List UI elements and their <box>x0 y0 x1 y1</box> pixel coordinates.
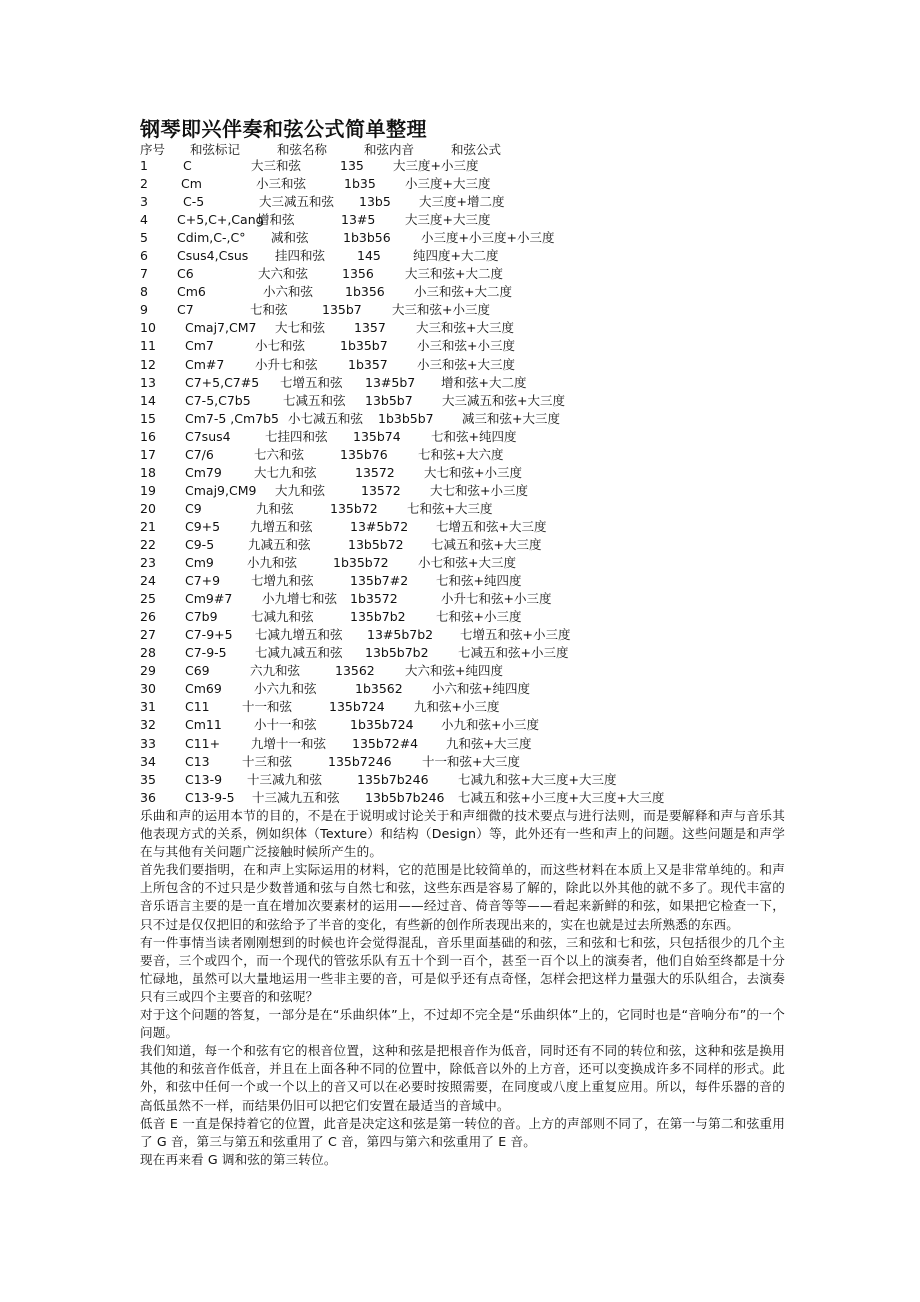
cell-formula: 九和弦+大三度 <box>446 735 532 751</box>
cell-symbol: C11 <box>185 699 210 715</box>
cell-name: 七减九和弦 <box>251 609 314 625</box>
cell-formula: 九和弦+小三度 <box>414 699 500 715</box>
table-row <box>0 518 920 536</box>
cell-symbol: Cm6 <box>177 284 206 300</box>
cell-name: 小升七和弦 <box>255 356 318 372</box>
cell-index: 8 <box>140 284 148 300</box>
cell-index: 36 <box>140 789 156 805</box>
cell-formula: 十一和弦+大三度 <box>422 753 520 769</box>
cell-index: 16 <box>140 428 156 444</box>
cell-symbol: C7-9-5 <box>185 645 227 661</box>
cell-symbol: C11+ <box>185 735 221 751</box>
cell-formula: 小三和弦+小三度 <box>417 338 515 354</box>
table-row <box>0 662 920 680</box>
cell-tones: 13572 <box>355 464 395 480</box>
cell-index: 23 <box>140 555 156 571</box>
cell-name: 十三减九和弦 <box>247 771 323 787</box>
table-row <box>0 626 920 644</box>
cell-formula: 小升七和弦+小三度 <box>441 591 552 607</box>
cell-name: 七和弦 <box>250 302 288 318</box>
cell-index: 25 <box>140 591 156 607</box>
cell-formula: 七和弦+纯四度 <box>431 428 517 444</box>
cell-symbol: C <box>183 158 192 173</box>
cell-symbol: Cm#7 <box>185 356 225 372</box>
cell-index: 10 <box>140 320 156 336</box>
cell-index: 18 <box>140 464 156 480</box>
table-row <box>0 319 920 337</box>
cell-name: 十三和弦 <box>242 753 293 769</box>
cell-tones: 13#5b7 <box>365 374 416 390</box>
table-row <box>0 211 920 229</box>
cell-formula: 小六和弦+纯四度 <box>432 681 530 697</box>
cell-symbol: C13-9 <box>185 771 223 787</box>
cell-formula: 减三和弦+大三度 <box>462 410 560 426</box>
cell-name: 小三和弦 <box>256 176 307 192</box>
cell-formula: 七减五和弦+大三度 <box>431 536 542 552</box>
cell-formula: 七和弦+小三度 <box>436 609 522 625</box>
table-row <box>0 500 920 518</box>
cell-formula: 七增五和弦+小三度 <box>460 627 571 643</box>
cell-index: 13 <box>140 374 156 390</box>
table-row <box>0 337 920 355</box>
cell-index: 15 <box>140 410 156 426</box>
cell-formula: 小七和弦+大三度 <box>418 555 516 571</box>
cell-index: 1 <box>140 158 148 173</box>
cell-name: 小六九和弦 <box>254 681 317 697</box>
cell-symbol: C6 <box>177 266 194 282</box>
cell-formula: 纯四度+大二度 <box>413 248 499 264</box>
table-row <box>0 229 920 247</box>
cell-name: 七减九增五和弦 <box>255 627 343 643</box>
cell-index: 14 <box>140 392 156 408</box>
cell-symbol: C-5 <box>183 194 205 210</box>
cell-index: 5 <box>140 230 148 246</box>
cell-index: 20 <box>140 500 156 516</box>
cell-symbol: C7sus4 <box>185 428 231 444</box>
cell-formula: 七减五和弦+小三度+大三度+大三度 <box>458 789 665 805</box>
cell-name: 九减五和弦 <box>248 536 311 552</box>
cell-tones: 135b7 <box>322 302 362 318</box>
cell-formula: 七减九和弦+大三度+大三度 <box>458 771 617 787</box>
cell-index: 11 <box>140 338 156 354</box>
cell-name: 七增五和弦 <box>280 374 343 390</box>
cell-tones: 1356 <box>342 266 374 282</box>
cell-name: 挂四和弦 <box>275 248 326 264</box>
cell-symbol: C7 <box>177 302 194 318</box>
header-tones: 和弦内音 <box>364 142 415 157</box>
cell-name: 小十一和弦 <box>254 717 317 733</box>
cell-name: 大九和弦 <box>275 482 326 498</box>
table-row <box>0 789 920 807</box>
cell-symbol: C9-5 <box>185 536 215 552</box>
table-row <box>0 572 920 590</box>
cell-symbol: Cm9#7 <box>185 591 233 607</box>
table-row <box>0 464 920 482</box>
cell-symbol: C7+5,C7#5 <box>185 374 260 390</box>
table-row <box>0 554 920 572</box>
cell-tones: 13#5b7b2 <box>367 627 434 643</box>
cell-name: 大七九和弦 <box>254 464 317 480</box>
cell-formula: 小三和弦+大三度 <box>417 356 515 372</box>
cell-name: 小九和弦 <box>247 555 298 571</box>
cell-formula: 小三度+小三度+小三度 <box>421 230 555 246</box>
body-text <box>140 807 785 1169</box>
cell-name: 九增十一和弦 <box>251 735 327 751</box>
cell-formula: 七和弦+大三度 <box>407 500 493 516</box>
cell-formula: 大六和弦+纯四度 <box>405 663 503 679</box>
cell-tones: 13b5b7b246 <box>365 789 445 805</box>
cell-symbol: Cm79 <box>185 464 222 480</box>
cell-name: 九增五和弦 <box>250 518 313 534</box>
cell-index: 7 <box>140 266 148 282</box>
cell-symbol: C7b9 <box>185 609 218 625</box>
cell-tones: 1b35 <box>344 176 376 192</box>
cell-name: 九和弦 <box>256 500 294 516</box>
cell-symbol: Cmaj7,CM7 <box>185 320 257 336</box>
table-row <box>0 157 920 175</box>
cell-tones: 1b357 <box>348 356 388 372</box>
cell-index: 28 <box>140 645 156 661</box>
cell-symbol: Cm69 <box>185 681 222 697</box>
cell-index: 19 <box>140 482 156 498</box>
cell-tones: 135b7246 <box>328 753 392 769</box>
table-row <box>0 356 920 374</box>
table-row <box>0 771 920 789</box>
cell-formula: 大三减五和弦+大三度 <box>442 392 565 408</box>
cell-symbol: Cm11 <box>185 717 222 733</box>
cell-symbol: C13-9-5 <box>185 789 235 805</box>
cell-tones: 13b5b72 <box>348 536 404 552</box>
cell-index: 30 <box>140 681 156 697</box>
cell-index: 35 <box>140 771 156 787</box>
cell-formula: 大七和弦+小三度 <box>430 482 528 498</box>
cell-index: 22 <box>140 536 156 552</box>
cell-index: 33 <box>140 735 156 751</box>
cell-tones: 135b72 <box>330 500 378 516</box>
cell-name: 小六和弦 <box>263 284 314 300</box>
cell-symbol: C13 <box>185 753 210 769</box>
header-name: 和弦名称 <box>277 142 328 157</box>
cell-tones: 135b72#4 <box>352 735 419 751</box>
cell-name: 七减五和弦 <box>283 392 346 408</box>
cell-tones: 13572 <box>361 482 401 498</box>
table-row <box>0 680 920 698</box>
cell-tones: 135b724 <box>329 699 385 715</box>
table-row <box>0 735 920 753</box>
table-row <box>0 536 920 554</box>
cell-formula: 小三度+大三度 <box>405 176 491 192</box>
cell-tones: 135b7#2 <box>350 573 409 589</box>
cell-tones: 1b3572 <box>350 591 398 607</box>
cell-formula: 大三度+大三度 <box>405 212 491 228</box>
cell-index: 9 <box>140 302 148 318</box>
cell-index: 27 <box>140 627 156 643</box>
cell-formula: 大三和弦+小三度 <box>392 302 490 318</box>
cell-name: 大七和弦 <box>275 320 326 336</box>
cell-name: 小九增七和弦 <box>262 591 338 607</box>
paragraph: 现在再来看 G 调和弦的第三转位。 <box>140 1151 337 1167</box>
cell-tones: 1b3b5b7 <box>378 410 434 426</box>
table-row <box>0 193 920 211</box>
cell-symbol: C69 <box>185 663 210 679</box>
cell-index: 24 <box>140 573 156 589</box>
cell-name: 十一和弦 <box>242 699 293 715</box>
cell-formula: 大七和弦+小三度 <box>424 464 522 480</box>
cell-name: 七减九减五和弦 <box>255 645 343 661</box>
cell-tones: 13562 <box>335 663 375 679</box>
table-row <box>0 608 920 626</box>
cell-symbol: Cm9 <box>185 555 214 571</box>
cell-name: 七六和弦 <box>254 446 305 462</box>
cell-tones: 1b356 <box>345 284 385 300</box>
cell-formula: 七减五和弦+小三度 <box>458 645 569 661</box>
cell-tones: 13#5 <box>341 212 376 228</box>
table-row <box>0 716 920 734</box>
cell-symbol: C7+9 <box>185 573 221 589</box>
cell-index: 21 <box>140 518 156 534</box>
cell-tones: 13#5b72 <box>350 518 409 534</box>
document-title: 钢琴即兴伴奏和弦公式简单整理 <box>140 117 427 141</box>
cell-name: 大三和弦 <box>251 158 302 173</box>
cell-index: 2 <box>140 176 148 192</box>
cell-name: 大六和弦 <box>258 266 309 282</box>
cell-symbol: Cm <box>181 176 202 192</box>
table-row <box>0 698 920 716</box>
cell-symbol: C7/6 <box>185 446 214 462</box>
table-row <box>0 644 920 662</box>
cell-tones: 13b5 <box>359 194 391 210</box>
cell-formula: 七增五和弦+大三度 <box>436 518 547 534</box>
cell-index: 17 <box>140 446 156 462</box>
table-row <box>0 374 920 392</box>
cell-index: 6 <box>140 248 148 264</box>
cell-symbol: Cm7 <box>185 338 214 354</box>
table-row <box>0 482 920 500</box>
cell-index: 12 <box>140 356 156 372</box>
table-row <box>0 753 920 771</box>
cell-symbol: Csus4,Csus <box>177 248 249 264</box>
cell-tones: 1b35b72 <box>333 555 389 571</box>
cell-formula: 增和弦+大二度 <box>441 374 527 390</box>
cell-formula: 七和弦+纯四度 <box>436 573 522 589</box>
paragraph: 乐曲和声的运用本节的目的，不是在于说明或讨论关于和声细微的技术要点与进行法则，而是要解释和声与音乐其他表现方式的关系，例如织体（Texture）和结构（Design）等，此外还有一些和声上的问题。这些问题是和声学在与其他有关问题广泛接触时候所产生的。 <box>140 808 785 860</box>
header-formula: 和弦公式 <box>451 142 502 157</box>
cell-name: 减和弦 <box>271 230 309 246</box>
cell-formula: 大三和弦+大二度 <box>405 266 503 282</box>
cell-tones: 135b7b246 <box>357 771 429 787</box>
cell-tones: 145 <box>357 248 381 264</box>
cell-symbol: Cmaj9,CM9 <box>185 482 257 498</box>
cell-index: 26 <box>140 609 156 625</box>
paragraph: 对于这个问题的答复，一部分是在“乐曲织体”上，不过却不完全是“乐曲织体”上的，它同时也是“音响分布”的一个问题。 <box>140 1007 785 1041</box>
table-row <box>0 428 920 446</box>
cell-symbol: C9 <box>185 500 202 516</box>
cell-name: 小七和弦 <box>255 338 306 354</box>
cell-tones: 135b7b2 <box>350 609 406 625</box>
paragraph: 有一件事情当读者刚刚想到的时候也许会觉得混乱，音乐里面基础的和弦，三和弦和七和弦，只包括很少的几个主要音，三个或四个，而一个现代的管弦乐队有五十个到一百个，甚至一百个以上的演奏者，他们自始至终都是十分忙碌地，虽然可以大量地运用一些非主要的音，可是似乎还有点奇怪，怎样会把这样力量强大的乐队组合，去演奏只有三或四个主要音的和弦呢？ <box>140 934 785 1004</box>
cell-symbol: C+5,C+,Cang <box>177 212 264 228</box>
cell-symbol: C7-9+5 <box>185 627 233 643</box>
cell-name: 小七减五和弦 <box>288 410 364 426</box>
table-row <box>0 265 920 283</box>
cell-formula: 小九和弦+小三度 <box>441 717 539 733</box>
cell-tones: 1b35b724 <box>350 717 414 733</box>
cell-tones: 13b5b7 <box>365 392 413 408</box>
cell-name: 十三减九五和弦 <box>252 789 340 805</box>
header-index: 序号 <box>140 142 166 157</box>
cell-index: 3 <box>140 194 148 210</box>
cell-tones: 1357 <box>354 320 386 336</box>
cell-formula: 七和弦+大六度 <box>418 446 504 462</box>
chord-table <box>0 157 920 807</box>
table-row <box>0 446 920 464</box>
cell-name: 大三减五和弦 <box>259 194 335 210</box>
cell-index: 31 <box>140 699 156 715</box>
table-row <box>0 175 920 193</box>
table-row <box>0 283 920 301</box>
cell-name: 七增九和弦 <box>251 573 314 589</box>
cell-index: 32 <box>140 717 156 733</box>
cell-tones: 135b76 <box>340 446 388 462</box>
header-symbol: 和弦标记 <box>190 142 241 157</box>
cell-index: 29 <box>140 663 156 679</box>
table-row <box>0 410 920 428</box>
cell-symbol: Cdim,C-,C° <box>177 230 246 246</box>
cell-index: 4 <box>140 212 148 228</box>
cell-name: 六九和弦 <box>250 663 301 679</box>
paragraph: 我们知道，每一个和弦有它的根音位置，这种和弦是把根音作为低音，同时还有不同的转位和弦，这种和弦是换用其他的和弦音作低音，并且在上面各种不同的位置中，除低音以外的上方音，还可以变换成许多不同样的形式。此外，和弦中任何一个或一个以上的音又可以在必要时按照需要，在同度或八度上重复应用。所以，每件乐器的音的高低虽然不一样，而结果仍旧可以把它们安置在最适当的音域中。 <box>140 1043 785 1113</box>
table-row <box>0 590 920 608</box>
cell-formula: 大三和弦+大三度 <box>416 320 514 336</box>
paragraph: 低音 E 一直是保持着它的位置，此音是决定这和弦是第一转位的音。上方的声部则不同了，在第一与第二和弦重用了 G 音，第三与第五和弦重用了 C 音，第四与第六和弦重用了 E 音。 <box>140 1115 785 1149</box>
cell-index: 34 <box>140 753 156 769</box>
cell-formula: 小三和弦+大二度 <box>414 284 512 300</box>
cell-tones: 135b74 <box>353 428 401 444</box>
cell-symbol: C9+5 <box>185 518 221 534</box>
cell-formula: 大三度+增二度 <box>419 194 505 210</box>
cell-name: 增和弦 <box>257 212 295 228</box>
cell-tones: 1b35b7 <box>340 338 388 354</box>
cell-tones: 1b3562 <box>355 681 403 697</box>
table-row <box>0 247 920 265</box>
table-row <box>0 392 920 410</box>
cell-tones: 1b3b56 <box>343 230 391 246</box>
paragraph: 首先我们要指明，在和声上实际运用的材料，它的范围是比较简单的，而这些材料在本质上又是非常单纯的。和声上所包含的不过只是少数普通和弦与自然七和弦，这些东西是容易了解的，除此以外其他的就不多了。现代丰富的音乐语言主要的是一直在增加次要素材的运用——经过音、倚音等等——看起来新鲜的和弦，如果把它检查一下，只不过是仅仅把旧的和弦给予了半音的变化，有些新的创作所表现出来的，实在也就是过去所熟悉的东西。 <box>140 862 785 932</box>
cell-name: 七挂四和弦 <box>265 428 328 444</box>
cell-symbol: Cm7-5 ,Cm7b5 <box>185 410 280 426</box>
cell-symbol: C7-5,C7b5 <box>185 392 251 408</box>
cell-formula: 大三度+小三度 <box>393 158 479 173</box>
cell-tones: 13b5b7b2 <box>365 645 429 661</box>
table-row <box>0 301 920 319</box>
cell-tones: 135 <box>340 158 364 173</box>
